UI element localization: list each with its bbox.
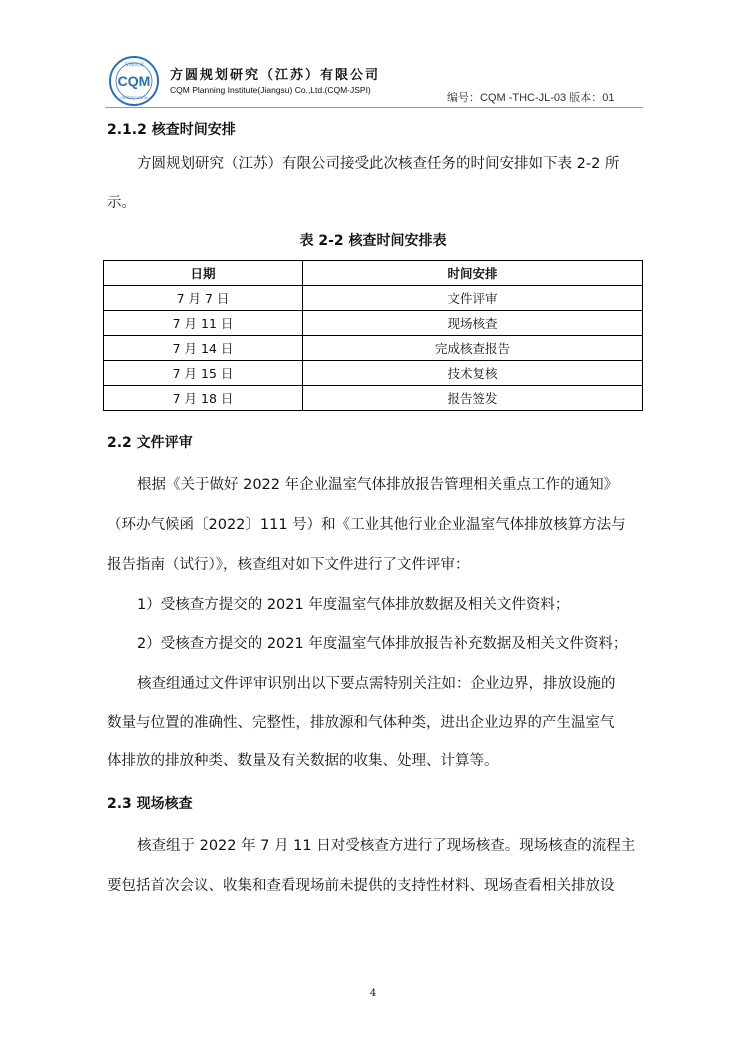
date-cell: 7 月 14 日 xyxy=(104,336,303,361)
table-row xyxy=(104,286,643,311)
logo-text: CQM xyxy=(117,73,151,89)
header-divider xyxy=(105,107,643,108)
table-caption: 表 2-2 核查时间安排表 xyxy=(299,233,447,249)
document-code: 编号：CQM -THC-JL-03 版本：01 xyxy=(447,92,615,104)
logo-ring-bottom: CERTIFICATION xyxy=(120,96,148,100)
schedule-cell: 完成核查报告 xyxy=(303,336,643,361)
paragraph-line: 根据《关于做好 2022 年企业温室气体排放报告管理相关重点工作的通知》 xyxy=(137,477,619,493)
heading-2-3: 2.3 现场核查 xyxy=(107,796,193,812)
page-number: 4 xyxy=(369,988,377,999)
paragraph-line: 报告指南（试行）》，核查组对如下文件进行了文件评审： xyxy=(107,557,470,573)
paragraph-line: 示。 xyxy=(107,195,136,211)
table-row xyxy=(104,336,643,361)
paragraph-line: 体排放的排放种类、数量及有关数据的收集、处理、计算等。 xyxy=(107,753,499,769)
paragraph-line: （环办气候函〔2022〕111 号）和《工业其他行业企业温室气体排放核算方法与 xyxy=(107,517,626,533)
table-row xyxy=(104,311,643,336)
paragraph-line: 数量与位置的准确性、完整性，排放源和气体种类，进出企业边界的产生温室气 xyxy=(107,715,615,731)
date-cell: 7 月 7 日 xyxy=(104,286,303,311)
date-cell: 7 月 18 日 xyxy=(104,386,303,411)
company-name-cn: 方圆规划研究（江苏）有限公司 xyxy=(170,68,381,83)
column-header-date: 日期 xyxy=(104,261,303,286)
table-row xyxy=(104,386,643,411)
schedule-table xyxy=(103,260,643,411)
table-header-row xyxy=(104,261,643,286)
date-cell: 7 月 11 日 xyxy=(104,311,303,336)
schedule-cell: 报告签发 xyxy=(303,386,643,411)
paragraph-line: 核查组于 2022 年 7 月 11 日对受核查方进行了现场核查。现场核查的流程主 xyxy=(137,838,636,854)
table-row xyxy=(104,361,643,386)
schedule-cell: 文件评审 xyxy=(303,286,643,311)
schedule-cell: 现场核查 xyxy=(303,311,643,336)
schedule-cell: 技术复核 xyxy=(303,361,643,386)
heading-2-1-2: 2.1.2 核查时间安排 xyxy=(107,122,236,138)
column-header-schedule: 时间安排 xyxy=(303,261,643,286)
paragraph-line: 方圆规划研究（江苏）有限公司接受此次核查任务的时间安排如下表 2-2 所 xyxy=(137,156,620,172)
list-item: 1）受核查方提交的 2021 年度温室气体排放数据及相关文件资料； xyxy=(137,597,570,613)
company-name-en: CQM Planning Institute(Jiangsu) Co.,Ltd.(CQM-JSPI) xyxy=(170,85,371,95)
cqm-logo xyxy=(108,55,160,107)
list-item: 2）受核查方提交的 2021 年度温室气体排放报告补充数据及相关文件资料； xyxy=(137,636,628,652)
date-cell: 7 月 15 日 xyxy=(104,361,303,386)
paragraph-line: 要包括首次会议、收集和查看现场前未提供的支持性材料、现场查看相关排放设 xyxy=(107,878,615,894)
paragraph-line: 核查组通过文件评审识别出以下要点需特别关注如：企业边界，排放设施的 xyxy=(137,676,616,692)
logo-ring-top: 方圆认证 xyxy=(123,62,145,68)
heading-2-2: 2.2 文件评审 xyxy=(107,435,193,451)
